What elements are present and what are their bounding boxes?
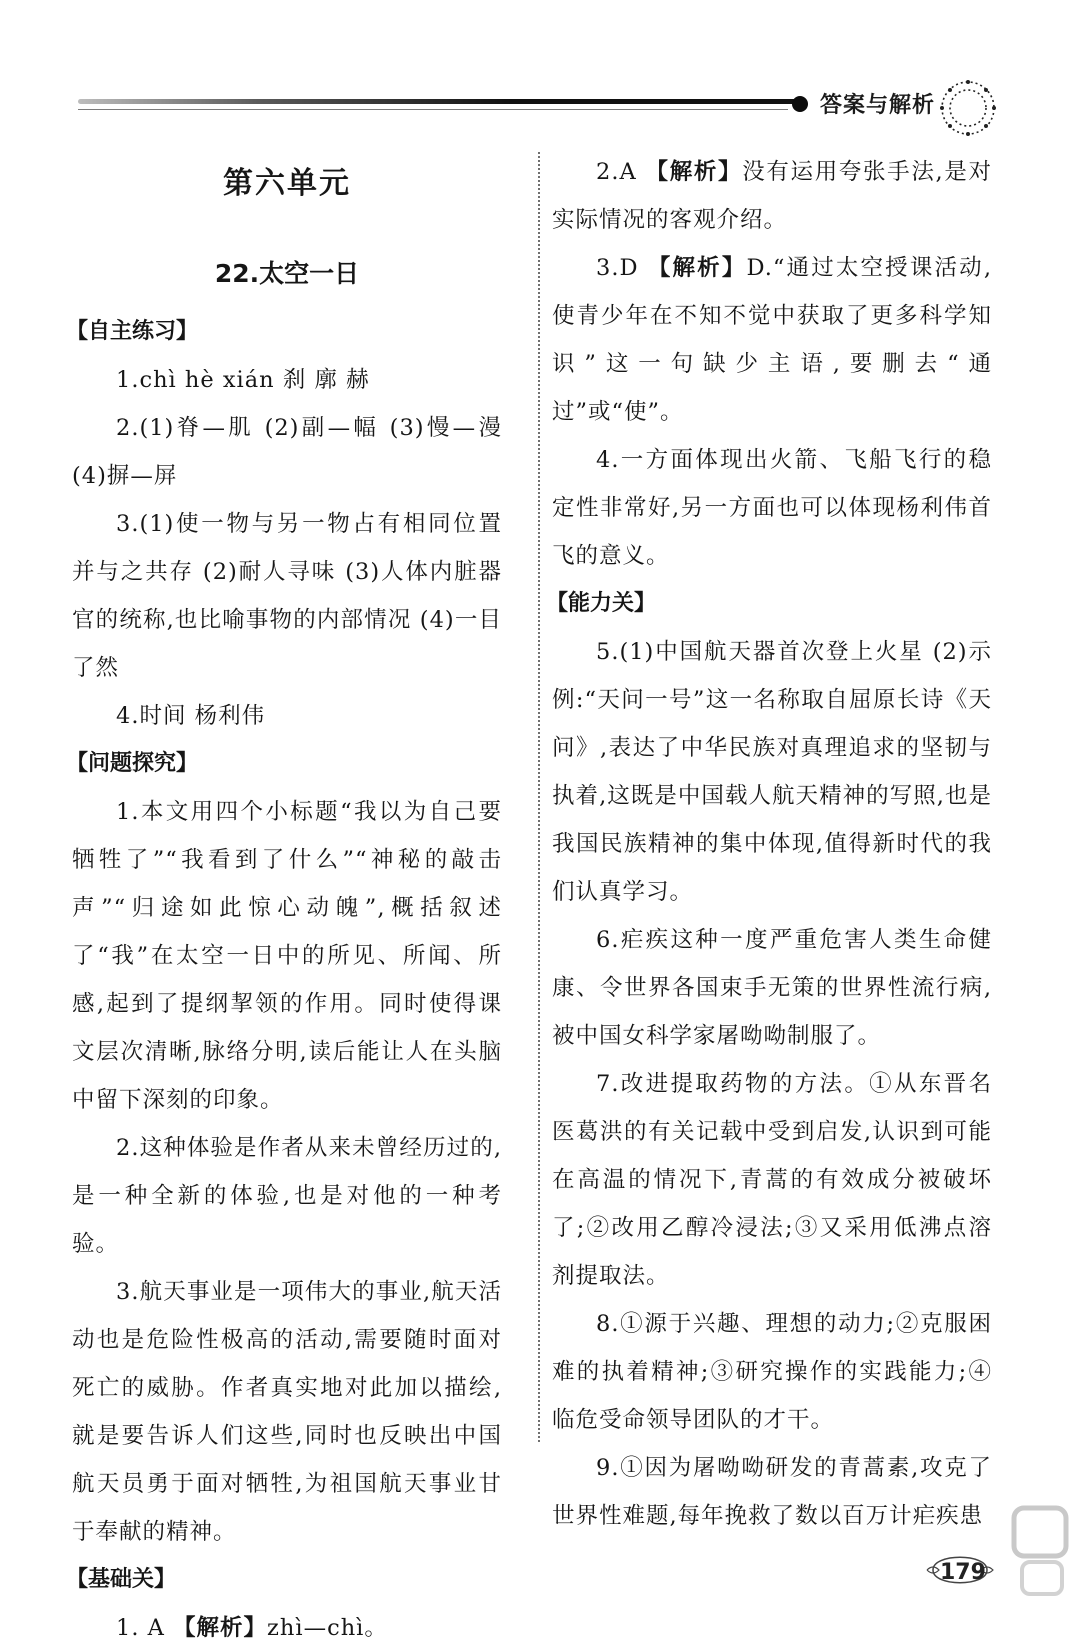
lesson-title: 22.太空一日 — [214, 259, 360, 288]
header-title: 答案与解析 — [820, 93, 936, 118]
header-flower-icon — [938, 78, 998, 138]
answer-number: 1. A — [116, 1615, 174, 1641]
analysis-label: 【解析】 — [645, 159, 743, 185]
answer-paragraph: 1.本文用四个小标题“我以为自己要牺牲了”“我看到了什么”“神秘的敲击声”“归途如此惊心动魄”,概括叙述了“我”在太空一日中的所见、所闻、所感,起到了提纲挈领的作用。同时使得课文层次清晰,脉络分明,读后能让人在头脑中留下深刻的印象。 — [72, 799, 502, 1113]
column-divider — [538, 152, 540, 1442]
answer-number: 2.A — [596, 159, 646, 185]
answer-paragraph: 4.一方面体现出火箭、飞船飞行的稳定性非常好,另一方面也可以体现杨利伟首飞的意义。 — [552, 447, 992, 569]
answer-text: 没有运用夸张手法,是对实际情况的客观介绍。 — [552, 159, 992, 233]
answer-paragraph: 6.疟疾这种一度严重危害人类生命健康、令世界各国束手无策的世界性流行病,被中国女科学家屠呦呦制服了。 — [552, 927, 992, 1049]
answer-paragraph: 3.(1)使一物与另一物占有相同位置并与之共存 (2)耐人寻味 (3)人体内脏器官的统称,也比喻事物的内部情况 (4)一目了然 — [72, 511, 502, 681]
answer-paragraph: 2.这种体验是作者从来未曾经历过的,是一种全新的体验,也是对他的一种考验。 — [72, 1135, 502, 1257]
answer-paragraph: 9.①因为屠呦呦研发的青蒿素,攻克了世界性难题,每年挽救了数以百万计疟疾患 — [552, 1455, 992, 1529]
section-heading-self-practice: 【自主练习】 — [66, 319, 199, 344]
answer-paragraph: 7.改进提取药物的方法。①从东晋名医葛洪的有关记载中受到启发,认识到可能在高温的情况下,青蒿的有效成分被破坏了;②改用乙醇冷浸法;③又采用低沸点溶剂提取法。 — [552, 1071, 992, 1289]
analysis-label: 【解析】 — [647, 255, 747, 281]
header-bullet-icon — [792, 96, 808, 112]
answer-number: 3.D — [596, 255, 648, 281]
answer-paragraph — [552, 244, 992, 436]
section-heading-ability: 【能力关】 — [546, 591, 657, 616]
watermark-logo-icon — [1008, 1500, 1072, 1600]
answer-text: D.“通过太空授课活动,使青少年在不知不觉中获取了更多科学知识”这一句缺少主语,要删去“通过”或“使”。 — [552, 255, 992, 425]
header-rule — [78, 99, 798, 104]
answer-paragraph — [552, 148, 992, 244]
page-number: 179 — [940, 1560, 986, 1585]
answer-paragraph: 3.航天事业是一项伟大的事业,航天活动也是危险性极高的活动,需要随时面对死亡的威胁。作者真实地对此加以描绘,就是要告诉人们这些,同时也反映出中国航天员勇于面对牺牲,为祖国航天事业甘于奉献的精神。 — [72, 1279, 502, 1545]
section-heading-inquiry: 【问题探究】 — [66, 751, 199, 776]
right-column — [546, 148, 992, 1540]
answer-paragraph: 8.①源于兴趣、理想的动力;②克服困难的执着精神;③研究操作的实践能力;④临危受命领导团队的才干。 — [552, 1311, 992, 1433]
answer-paragraph: 4.时间 杨利伟 — [116, 703, 266, 729]
analysis-label: 【解析】 — [173, 1615, 268, 1641]
header-rule-thin — [78, 109, 788, 110]
left-column — [66, 148, 502, 1652]
answer-paragraph — [72, 1604, 502, 1652]
section-heading-basics: 【基础关】 — [66, 1567, 177, 1592]
answer-paragraph: 2.(1)脊—肌 (2)副—幅 (3)慢—漫 (4)摒—屏 — [72, 415, 502, 489]
answer-text: zhì—chì。 — [267, 1615, 388, 1641]
answer-paragraph: 5.(1)中国航天器首次登上火星 (2)示例:“天问一号”这一名称取自屈原长诗《天问》,表达了中华民族对真理追求的坚韧与执着,这既是中国载人航天精神的写照,也是我国民族精神的集中体现,值得新时代的我们认真学习。 — [552, 639, 992, 905]
unit-title: 第六单元 — [223, 166, 351, 201]
answer-paragraph: 1.chì hè xián 刹 廓 赫 — [116, 367, 370, 393]
